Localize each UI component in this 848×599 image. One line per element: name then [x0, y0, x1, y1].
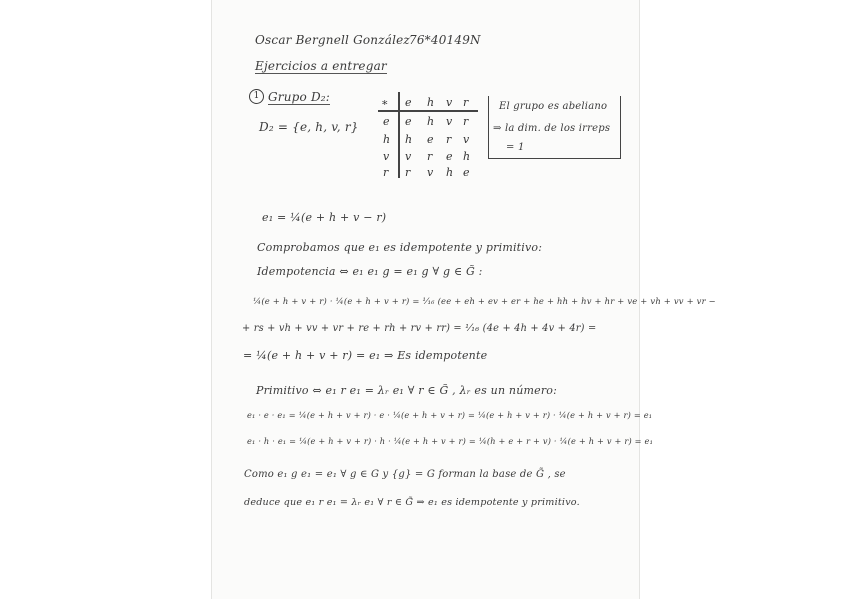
table-cell: e	[463, 166, 470, 179]
table-corner-symbol: ∗	[381, 96, 389, 109]
table-cell: e	[405, 115, 412, 128]
table-row-label: r	[383, 166, 389, 179]
exercise-number: 1	[249, 89, 264, 104]
conclusion-line: deduce que e₁ r e₁ = λᵣ e₁ ∀ r ∈ G̃ ⇒ e₁ es idempotente y primitivo.	[244, 497, 580, 508]
table-cell: v	[405, 150, 412, 163]
table-cell: e	[427, 133, 434, 146]
table-cell: r	[427, 150, 433, 163]
primitive-heading: Primitivo ⇔ e₁ r e₁ = λᵣ e₁ ∀ r ∈ G̃ , λᵣ es un número:	[256, 384, 558, 397]
equation-line: + rs + vh + vv + vr + re + rh + rv + rr) = ¹⁄₁₆ (4e + 4h + 4v + 4r) =	[242, 323, 597, 334]
table-cell: r	[446, 133, 452, 146]
table-row-label: h	[383, 133, 391, 146]
equation-line: e₁ · e · e₁ = ¼(e + h + v + r) · e · ¼(e + h + v + r) = ¼(e + h + v + r) · ¼(e + h + v + r) = e₁	[247, 410, 653, 420]
table-row-label: v	[383, 150, 390, 163]
equation-line: = ¼(e + h + v + r) = e₁ ⇒ Es idempotente	[243, 349, 488, 362]
conclusion-line: Como e₁ g e₁ = e₁ ∀ g ∈ G y {g} = G forman la base de G̃ , se	[244, 469, 566, 480]
text-line: Comprobamos que e₁ es idempotente y primitivo:	[257, 241, 543, 254]
table-cell: v	[463, 133, 470, 146]
table-vertical-rule	[398, 92, 400, 178]
group-label: Grupo D₂:	[268, 90, 331, 104]
table-row-label: e	[383, 115, 390, 128]
note-line: El grupo es abeliano	[499, 101, 608, 112]
table-cell: v	[427, 166, 434, 179]
table-cell: h	[427, 115, 435, 128]
page-title: Ejercicios a entregar	[255, 59, 387, 73]
table-header-cell: e	[405, 96, 412, 109]
table-horizontal-rule	[378, 110, 478, 112]
equation-line: e₁ · h · e₁ = ¼(e + h + v + r) · h · ¼(e + h + v + r) = ¼(h + e + r + v) · ¼(e + h + v + r) = e₁	[247, 436, 654, 446]
note-line: = 1	[506, 142, 525, 153]
table-cell: h	[405, 133, 413, 146]
table-cell: r	[463, 115, 469, 128]
table-cell: v	[446, 115, 453, 128]
table-cell: h	[446, 166, 454, 179]
author-name: Oscar Bergnell González	[255, 33, 410, 47]
group-definition: D₂ = {e, h, v, r}	[259, 120, 359, 134]
table-header-cell: h	[427, 96, 435, 109]
table-header-cell: v	[446, 96, 453, 109]
table-header-cell: r	[463, 96, 469, 109]
table-cell: r	[405, 166, 411, 179]
e1-definition: e₁ = ¼(e + h + v − r)	[262, 211, 387, 224]
table-cell: e	[446, 150, 453, 163]
note-line: ⇒ la dim. de los irreps	[493, 123, 611, 134]
table-cell: h	[463, 150, 471, 163]
student-id: 76*40149N	[409, 33, 481, 47]
equation-line: ¼(e + h + v + r) · ¼(e + h + v + r) = ¹⁄₁₆ (ee + eh + ev + er + he + hh + hv + hr + ve + vh + vv + vr −	[253, 296, 716, 306]
idempotence-heading: Idempotencia ⇔ e₁ e₁ g = e₁ g ∀ g ∈ G̃ :	[257, 265, 483, 278]
